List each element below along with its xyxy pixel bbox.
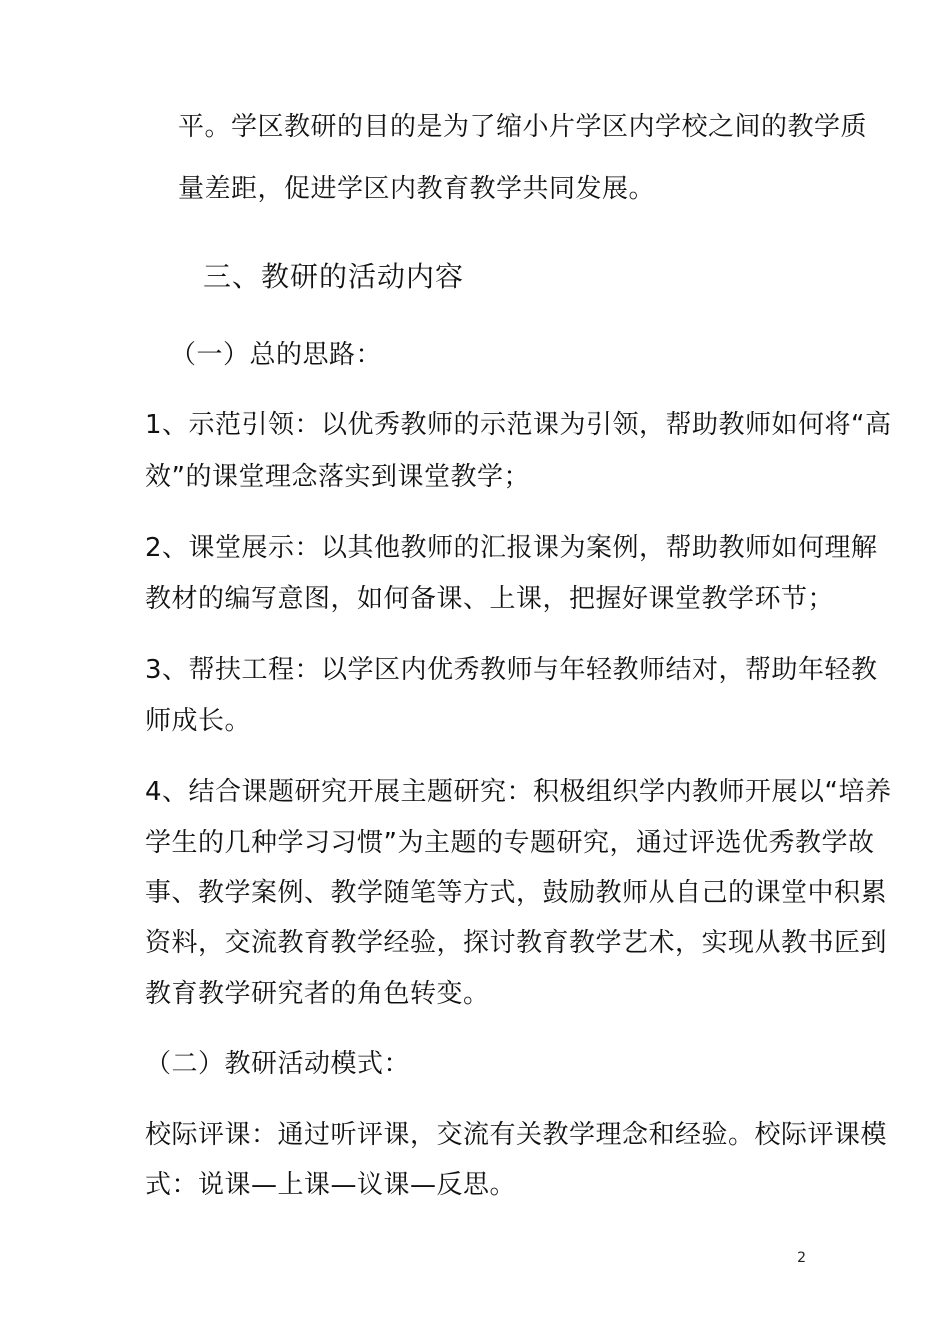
page-number: 2 xyxy=(797,1250,806,1266)
item-4-line-1: 4、结合课题研究开展主题研究：积极组织学内教师开展以“培养 xyxy=(145,777,892,807)
subsection-2-line-2: 式：说课—上课—议课—反思。 xyxy=(145,1170,517,1200)
item-4-line-5: 教育教学研究者的角色转变。 xyxy=(145,979,490,1009)
item-4-line-2: 学生的几种学习习惯”为主题的专题研究，通过评选优秀教学故 xyxy=(145,828,875,858)
item-2-line-2: 教材的编写意图，如何备课、上课，把握好课堂教学环节； xyxy=(145,584,835,614)
item-3-line-1: 3、帮扶工程：以学区内优秀教师与年轻教师结对，帮助年轻教 xyxy=(145,655,878,685)
intro-line-2: 量差距，促进学区内教育教学共同发展。 xyxy=(178,174,656,204)
item-1-line-1: 1、示范引领：以优秀教师的示范课为引领，帮助教师如何将“高 xyxy=(145,410,892,440)
item-4-line-3: 事、教学案例、教学随笔等方式，鼓励教师从自己的课堂中积累 xyxy=(145,878,888,908)
subsection-2-title: （二）教研活动模式： xyxy=(145,1049,411,1079)
subsection-2-line-1: 校际评课：通过听评课，交流有关教学理念和经验。校际评课模 xyxy=(145,1120,888,1150)
subsection-1-title: （一）总的思路： xyxy=(170,340,383,370)
item-1-line-2: 效”的课堂理念落实到课堂教学； xyxy=(145,462,530,492)
section-title: 三、教研的活动内容 xyxy=(203,260,465,293)
item-3-line-2: 师成长。 xyxy=(145,706,252,736)
intro-line-1: 平。学区教研的目的是为了缩小片学区内学校之间的教学质 xyxy=(178,112,868,142)
item-2-line-1: 2、课堂展示：以其他教师的汇报课为案例，帮助教师如何理解 xyxy=(145,533,878,563)
item-4-line-4: 资料，交流教育教学经验，探讨教育教学艺术，实现从教书匠到 xyxy=(145,928,888,958)
